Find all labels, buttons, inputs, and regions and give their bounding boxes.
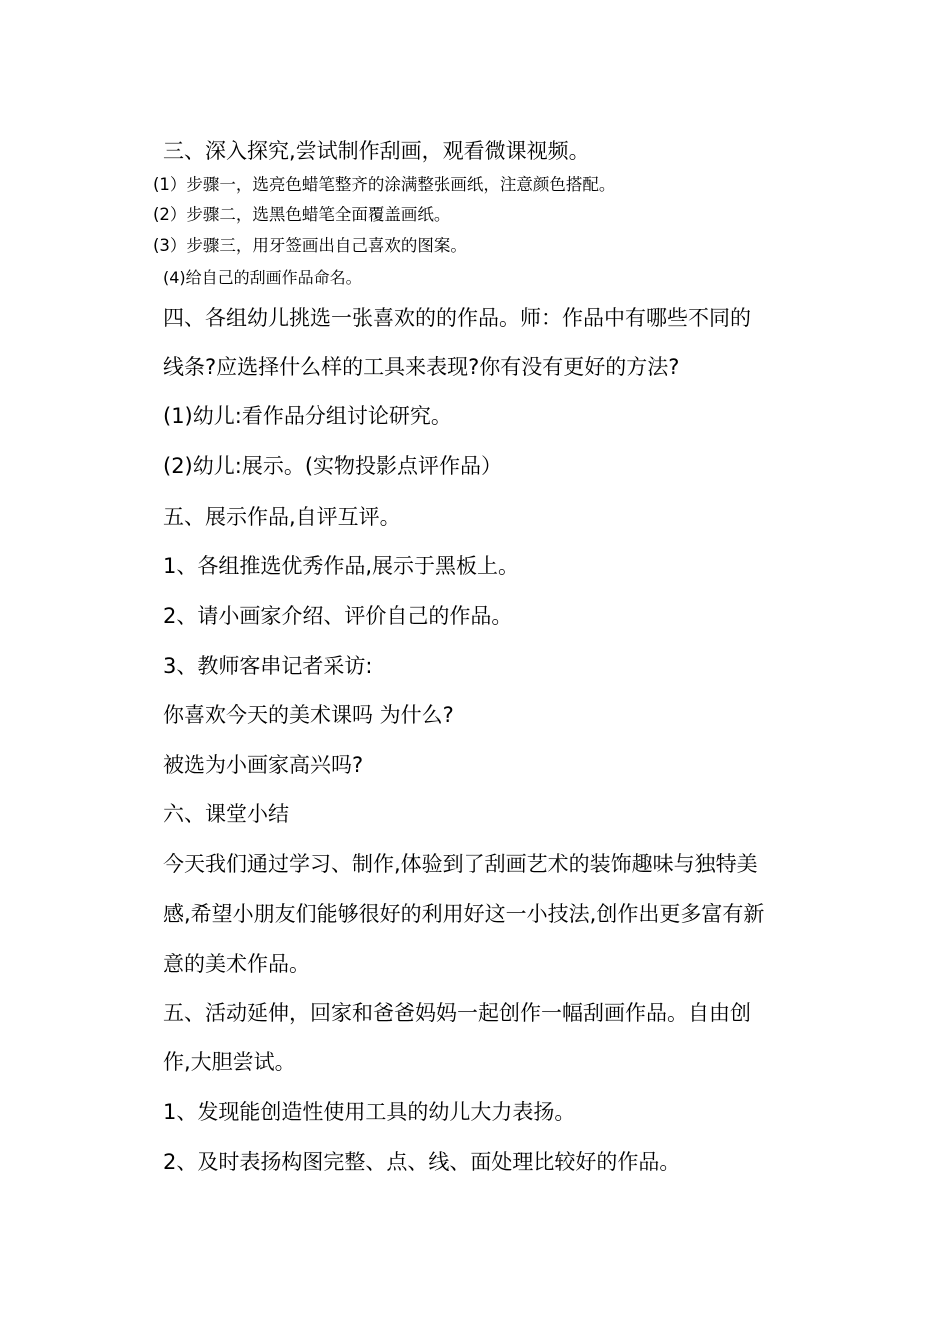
section3-step-1: (1）步骤一，选亮色蜡笔整齐的涂满整张画纸，注意颜色搭配。 xyxy=(153,175,616,194)
section6-heading: 六、课堂小结 xyxy=(163,802,289,826)
section5-item-2: 2、请小画家介绍、评价自己的作品。 xyxy=(163,604,513,628)
section6-summary-line2: 感,希望小朋友们能够很好的利用好这一小技法,创作出更多富有新 xyxy=(163,902,765,926)
section6-summary-line3: 意的美术作品。 xyxy=(163,952,310,976)
section3-step-3: (3）步骤三，用牙签画出自己喜欢的图案。 xyxy=(153,236,467,255)
section5-question-2: 被选为小画家高兴吗? xyxy=(163,753,364,777)
section5-question-1: 你喜欢今天的美术课吗 为什么? xyxy=(163,703,454,727)
section6-summary-line1: 今天我们通过学习、制作,体验到了刮画艺术的装饰趣味与独特美 xyxy=(163,852,758,876)
section5-item-1: 1、各组推选优秀作品,展示于黑板上。 xyxy=(163,554,520,578)
section4-item-1: (1)幼儿:看作品分组讨论研究。 xyxy=(163,404,452,428)
section5-item-3: 3、教师客串记者采访: xyxy=(163,654,373,678)
section5-heading: 五、展示作品,自评互评。 xyxy=(163,505,401,529)
section3-step-2: (2）步骤二，选黑色蜡笔全面覆盖画纸。 xyxy=(153,205,451,224)
section4-item-2: (2)幼儿:展示。(实物投影点评作品） xyxy=(163,454,503,478)
section3-heading: 三、深入探究,尝试制作刮画，观看微课视频。 xyxy=(163,139,590,163)
section3-step-4: (4)给自己的刮画作品命名。 xyxy=(163,268,362,287)
extension-heading-line2: 作,大胆尝试。 xyxy=(163,1050,296,1074)
section4-heading-line1: 四、各组幼儿挑选一张喜欢的的作品。师：作品中有哪些不同的 xyxy=(163,306,751,330)
extension-item-2: 2、及时表扬构图完整、点、线、面处理比较好的作品。 xyxy=(163,1150,681,1174)
extension-heading-line1: 五、活动延伸，回家和爸爸妈妈一起创作一幅刮画作品。自由创 xyxy=(163,1001,751,1025)
extension-item-1: 1、发现能创造性使用工具的幼儿大力表扬。 xyxy=(163,1100,576,1124)
section4-heading-line2: 线条?应选择什么样的工具来表现?你有没有更好的方法? xyxy=(163,355,680,379)
